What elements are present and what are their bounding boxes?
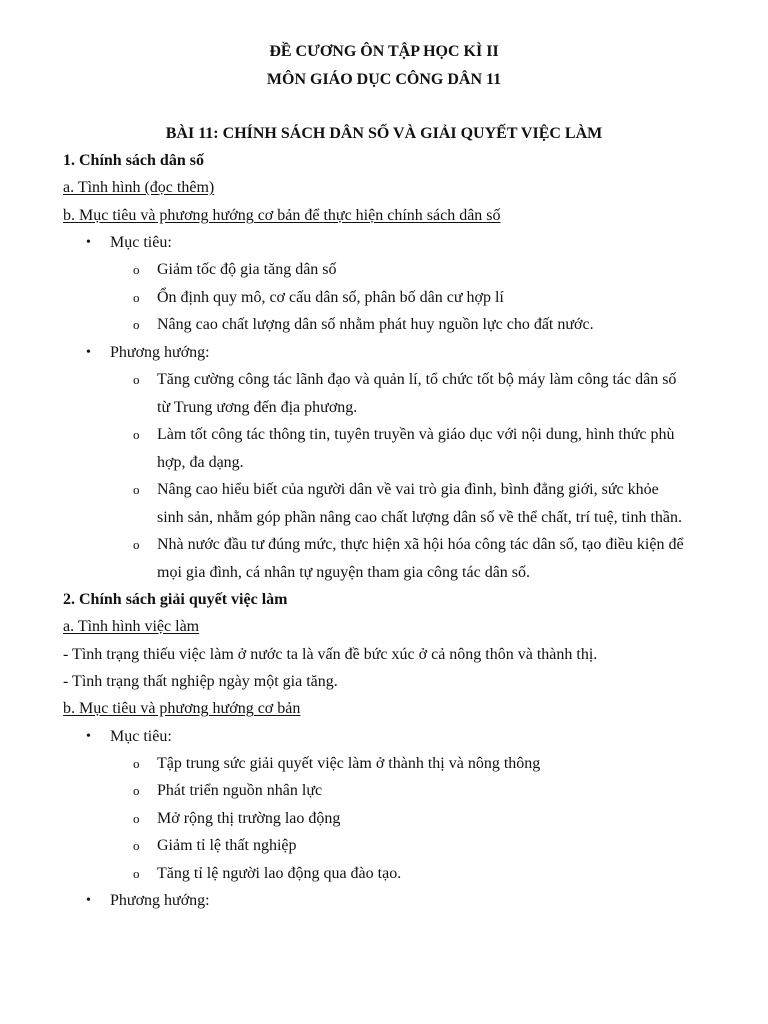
s2-goals-label: Mục tiêu: <box>110 728 172 745</box>
list-item: Giảm tỉ lệ thất nghiệp <box>157 837 297 854</box>
section-1b-heading: b. Mục tiêu và phương hướng cơ bản để thực hiện chính sách dân số <box>63 207 501 224</box>
s1-directions-label: Phương hướng: <box>110 344 210 361</box>
list-item: Ổn định quy mô, cơ cấu dân số, phân bố dân cư hợp lí <box>157 289 504 306</box>
circle-marker: o <box>133 290 140 305</box>
list-item-continuation: hợp, đa dạng. <box>157 454 244 471</box>
list-item: Phát triển nguồn nhân lực <box>157 782 323 799</box>
circle-marker: o <box>133 838 140 853</box>
circle-marker: o <box>133 262 140 277</box>
fact-line: - Tình trạng thất nghiệp ngày một gia tăng. <box>63 673 338 690</box>
list-item: Làm tốt công tác thông tin, tuyên truyền và giáo dục với nội dung, hình thức phù <box>157 426 675 443</box>
section-1a-heading: a. Tình hình (đọc thêm) <box>63 179 215 196</box>
circle-marker: o <box>133 783 140 798</box>
section-2b-heading: b. Mục tiêu và phương hướng cơ bản <box>63 700 301 717</box>
list-item-continuation: sinh sản, nhằm góp phần nâng cao chất lượng dân số về thể chất, trí tuệ, tinh thần. <box>157 509 683 526</box>
list-item: Nâng cao chất lượng dân số nhằm phát huy nguồn lực cho đất nước. <box>157 316 594 333</box>
section-2a-heading: a. Tình hình việc làm <box>63 618 200 635</box>
bullet-marker: • <box>86 345 91 360</box>
s2-directions-label: Phương hướng: <box>110 892 210 909</box>
bullet-marker: • <box>86 893 91 908</box>
s1-goals-label: Mục tiêu: <box>110 234 172 251</box>
list-item-continuation: từ Trung ương đến địa phương. <box>157 399 358 416</box>
list-item: Tăng tỉ lệ người lao động qua đào tạo. <box>157 865 402 882</box>
section-1-title: 1. Chính sách dân số <box>63 152 204 169</box>
circle-marker: o <box>133 372 140 387</box>
doc-title: ĐỀ CƯƠNG ÔN TẬP HỌC KÌ II <box>269 43 499 60</box>
list-item-continuation: mọi gia đình, cá nhân tự nguyện tham gia công tác dân số. <box>157 564 531 581</box>
circle-marker: o <box>133 756 140 771</box>
fact-line: - Tình trạng thiếu việc làm ở nước ta là vấn đề bức xúc ở cả nông thôn và thành thị. <box>63 646 598 663</box>
circle-marker: o <box>133 427 140 442</box>
lesson-title: BÀI 11: CHÍNH SÁCH DÂN SỐ VÀ GIẢI QUYẾT VIỆC LÀM <box>165 125 603 142</box>
bullet-marker: • <box>86 235 91 250</box>
list-item: Mở rộng thị trường lao động <box>157 810 341 827</box>
circle-marker: o <box>133 317 140 332</box>
list-item: Giảm tốc độ gia tăng dân số <box>157 261 337 278</box>
list-item: Tăng cường công tác lãnh đạo và quản lí, tổ chức tốt bộ máy làm công tác dân số <box>157 371 677 388</box>
circle-marker: o <box>133 866 140 881</box>
circle-marker: o <box>133 482 140 497</box>
circle-marker: o <box>133 811 140 826</box>
bullet-marker: • <box>86 729 91 744</box>
list-item: Nâng cao hiểu biết của người dân về vai trò gia đình, bình đẳng giới, sức khỏe <box>157 481 659 498</box>
section-2-title: 2. Chính sách giải quyết việc làm <box>63 591 288 608</box>
circle-marker: o <box>133 537 140 552</box>
list-item: Tập trung sức giải quyết việc làm ở thành thị và nông thông <box>157 755 541 772</box>
list-item: Nhà nước đầu tư đúng mức, thực hiện xã hội hóa công tác dân số, tạo điều kiện để <box>157 536 684 553</box>
doc-subject: MÔN GIÁO DỤC CÔNG DÂN 11 <box>266 71 502 88</box>
